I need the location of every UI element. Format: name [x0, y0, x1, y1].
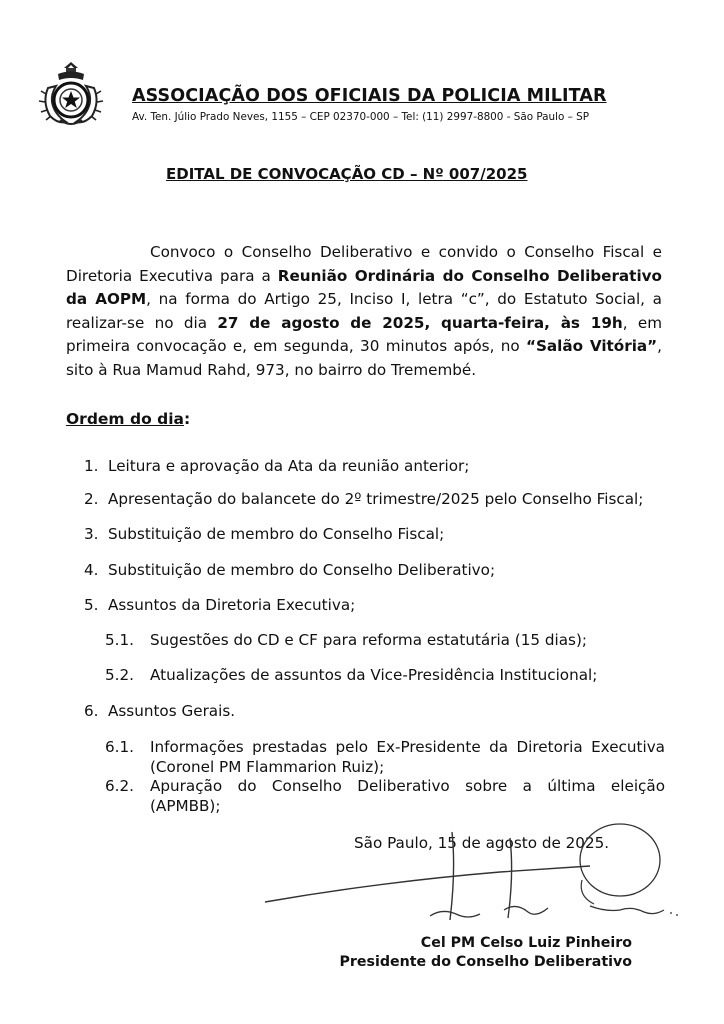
agenda-title-colon: :: [183, 410, 191, 428]
agenda-item-text: Leitura e aprovação da Ata da reunião anterior;: [108, 457, 470, 475]
agenda-subitem-5-1: [105, 630, 665, 650]
agenda-subitem-text: Atualizações de assuntos da Vice-Presidência Institucional;: [150, 666, 598, 684]
agenda-item-text: Assuntos Gerais.: [108, 702, 236, 720]
paragraph-text-2: , na forma do Artigo 25, Inciso I, letra “c”, do Estatuto Social, a realizar-se no dia: [66, 290, 662, 332]
agenda-subitem-text: Informações prestadas pelo Ex-Presidente da Diretoria Executiva (Coronel PM Flammarion Ruiz);: [150, 738, 665, 776]
meeting-date-time: 27 de agosto de 2025, quarta-feira, às 19h: [217, 313, 623, 332]
organization-address: Av. Ten. Júlio Prado Neves, 1155 – CEP 02370-000 – Tel: (11) 2997-8800 - São Paulo – SP: [132, 111, 590, 123]
agenda-item-3: [84, 524, 444, 544]
agenda-item-number: 3.: [84, 525, 99, 543]
agenda-subitem-text: Apuração do Conselho Deliberativo sobre a última eleição (APMBB);: [150, 777, 665, 815]
agenda-subitem-6-1: [105, 737, 665, 777]
paragraph-text-3: , em primeira convocação e, em segunda, 30 minutos após, no: [66, 313, 663, 356]
place-and-date: São Paulo, 15 de agosto de 2025.: [354, 834, 610, 852]
agenda-subitem-number: 5.1.: [105, 631, 134, 649]
agenda-item-text: Substituição de membro do Conselho Deliberativo;: [108, 561, 496, 579]
handwritten-signature: [260, 820, 700, 930]
agenda-subitem-number: 6.2.: [105, 777, 134, 795]
agenda-item-number: 5.: [84, 596, 99, 614]
agenda-item-5: [84, 595, 355, 615]
agenda-subitem-text: Sugestões do CD e CF para reforma estatutária (15 dias);: [150, 631, 588, 649]
signatory-name: Cel PM Celso Luiz Pinheiro: [420, 935, 632, 951]
organization-name: ASSOCIAÇÃO DOS OFICIAIS DA POLICIA MILITAR: [132, 86, 607, 106]
aopm-emblem-icon: [36, 58, 106, 130]
agenda-item-2: [84, 489, 643, 509]
signatory-role: Presidente do Conselho Deliberativo: [339, 954, 632, 970]
document-title: EDITAL DE CONVOCAÇÃO CD – Nº 007/2025: [166, 165, 528, 183]
agenda-subitem-6-2: [105, 776, 665, 816]
agenda-item-number: 2.: [84, 490, 99, 508]
agenda-item-text: Apresentação do balancete do 2º trimestre/2025 pelo Conselho Fiscal;: [108, 490, 644, 508]
paragraph-text-1: Convoco o Conselho Deliberativo e convido o Conselho Fiscal e Diretoria Executiva para a: [66, 243, 662, 285]
agenda-item-1: [84, 456, 469, 476]
agenda-item-text: Substituição de membro do Conselho Fiscal;: [108, 525, 445, 543]
agenda-item-4: [84, 560, 495, 580]
agenda-subitem-5-2: [105, 665, 665, 685]
agenda-title-text: Ordem do dia: [66, 410, 184, 428]
agenda-item-number: 4.: [84, 561, 99, 579]
agenda-title: [66, 410, 190, 428]
convocation-paragraph: [66, 241, 662, 383]
agenda-item-text: Assuntos da Diretoria Executiva;: [108, 596, 356, 614]
agenda-subitem-number: 5.2.: [105, 666, 134, 684]
agenda-subitem-number: 6.1.: [105, 738, 134, 756]
meeting-venue: “Salão Vitória”: [526, 337, 658, 356]
meeting-name: Reunião Ordinária do Conselho Deliberativo da AOPM: [66, 266, 662, 309]
agenda-item-6: [84, 701, 235, 721]
signatory-block: [340, 934, 632, 972]
paragraph-text-4: , sito à Rua Mamud Rahd, 973, no bairro do Tremembé.: [66, 337, 662, 379]
agenda-item-number: 1.: [84, 457, 99, 475]
agenda-item-number: 6.: [84, 702, 99, 720]
